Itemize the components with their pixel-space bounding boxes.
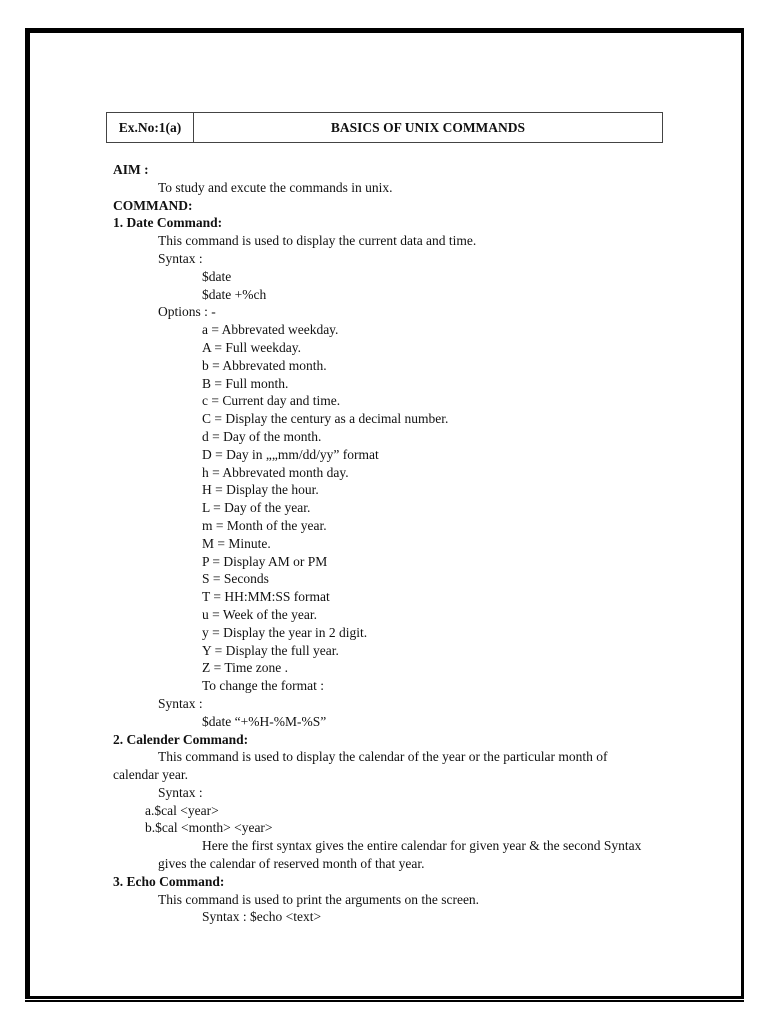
date-syntax-line: $date +%ch [202, 286, 267, 302]
calender-description: This command is used to display the calendar of the year or the particular month of [158, 749, 608, 765]
date-option: A = Full weekday. [202, 339, 301, 355]
date-option: u = Week of the year. [202, 606, 317, 622]
date-option: Y = Display the full year. [202, 642, 339, 658]
date-option: m = Month of the year. [202, 517, 327, 533]
calender-command-heading: 2. Calender Command: [113, 731, 249, 747]
calender-syntax-label: Syntax : [158, 784, 203, 800]
calender-syntax-b: b.$cal <month> <year> [145, 820, 273, 836]
date-option: H = Display the hour. [202, 482, 319, 498]
date-option: To change the format : [202, 678, 325, 694]
date-option: D = Day in „„mm/dd/yy” format [202, 446, 379, 462]
echo-syntax: Syntax : $echo <text> [202, 909, 322, 925]
date-option: P = Display AM or PM [202, 553, 328, 569]
date-options-label: Options : - [158, 304, 216, 320]
date-command-heading: 1. Date Command: [113, 215, 223, 231]
aim-heading: AIM : [113, 162, 149, 177]
date-syntax-line: $date [202, 268, 232, 284]
date-option: S = Seconds [202, 571, 269, 587]
exercise-title-table [106, 112, 663, 143]
date-option: h = Abbrevated month day. [202, 464, 349, 480]
date-option: M = Minute. [202, 535, 271, 551]
date-option: y = Display the year in 2 digit. [202, 624, 368, 640]
date-option: a = Abbrevated weekday. [202, 322, 339, 338]
echo-description: This command is used to print the arguments on the screen. [158, 891, 480, 907]
aim-text: To study and excute the commands in unix. [158, 179, 393, 195]
date-syntax-label: Syntax : [158, 250, 203, 266]
date-syntax2-label: Syntax : [158, 695, 203, 711]
echo-command-heading: 3. Echo Command: [113, 873, 225, 889]
date-option: B = Full month. [202, 375, 289, 391]
exercise-number: Ex.No:1(a) [107, 113, 194, 142]
date-option: Z = Time zone . [202, 660, 288, 676]
date-option: T = HH:MM:SS format [202, 589, 330, 605]
exercise-title: BASICS OF UNIX COMMANDS [330, 119, 526, 135]
calender-syntax-a: a.$cal <year> [145, 802, 219, 818]
date-command-description: This command is used to display the current data and time. [158, 233, 477, 249]
date-option: d = Day of the month. [202, 428, 322, 444]
date-option: L = Day of the year. [202, 500, 311, 516]
date-option: C = Display the century as a decimal number. [202, 411, 449, 427]
calender-description-cont: calendar year. [113, 767, 188, 783]
date-option: c = Current day and time. [202, 393, 341, 409]
date-option: b = Abbrevated month. [202, 357, 327, 373]
command-heading: COMMAND: [113, 197, 193, 213]
calender-note-cont: gives the calendar of reserved month of that year. [158, 856, 425, 872]
calender-note: Here the first syntax gives the entire calendar for given year & the second Syntax [202, 838, 642, 854]
date-syntax2: $date “+%H-%M-%S” [202, 713, 327, 729]
document-body [113, 161, 713, 926]
